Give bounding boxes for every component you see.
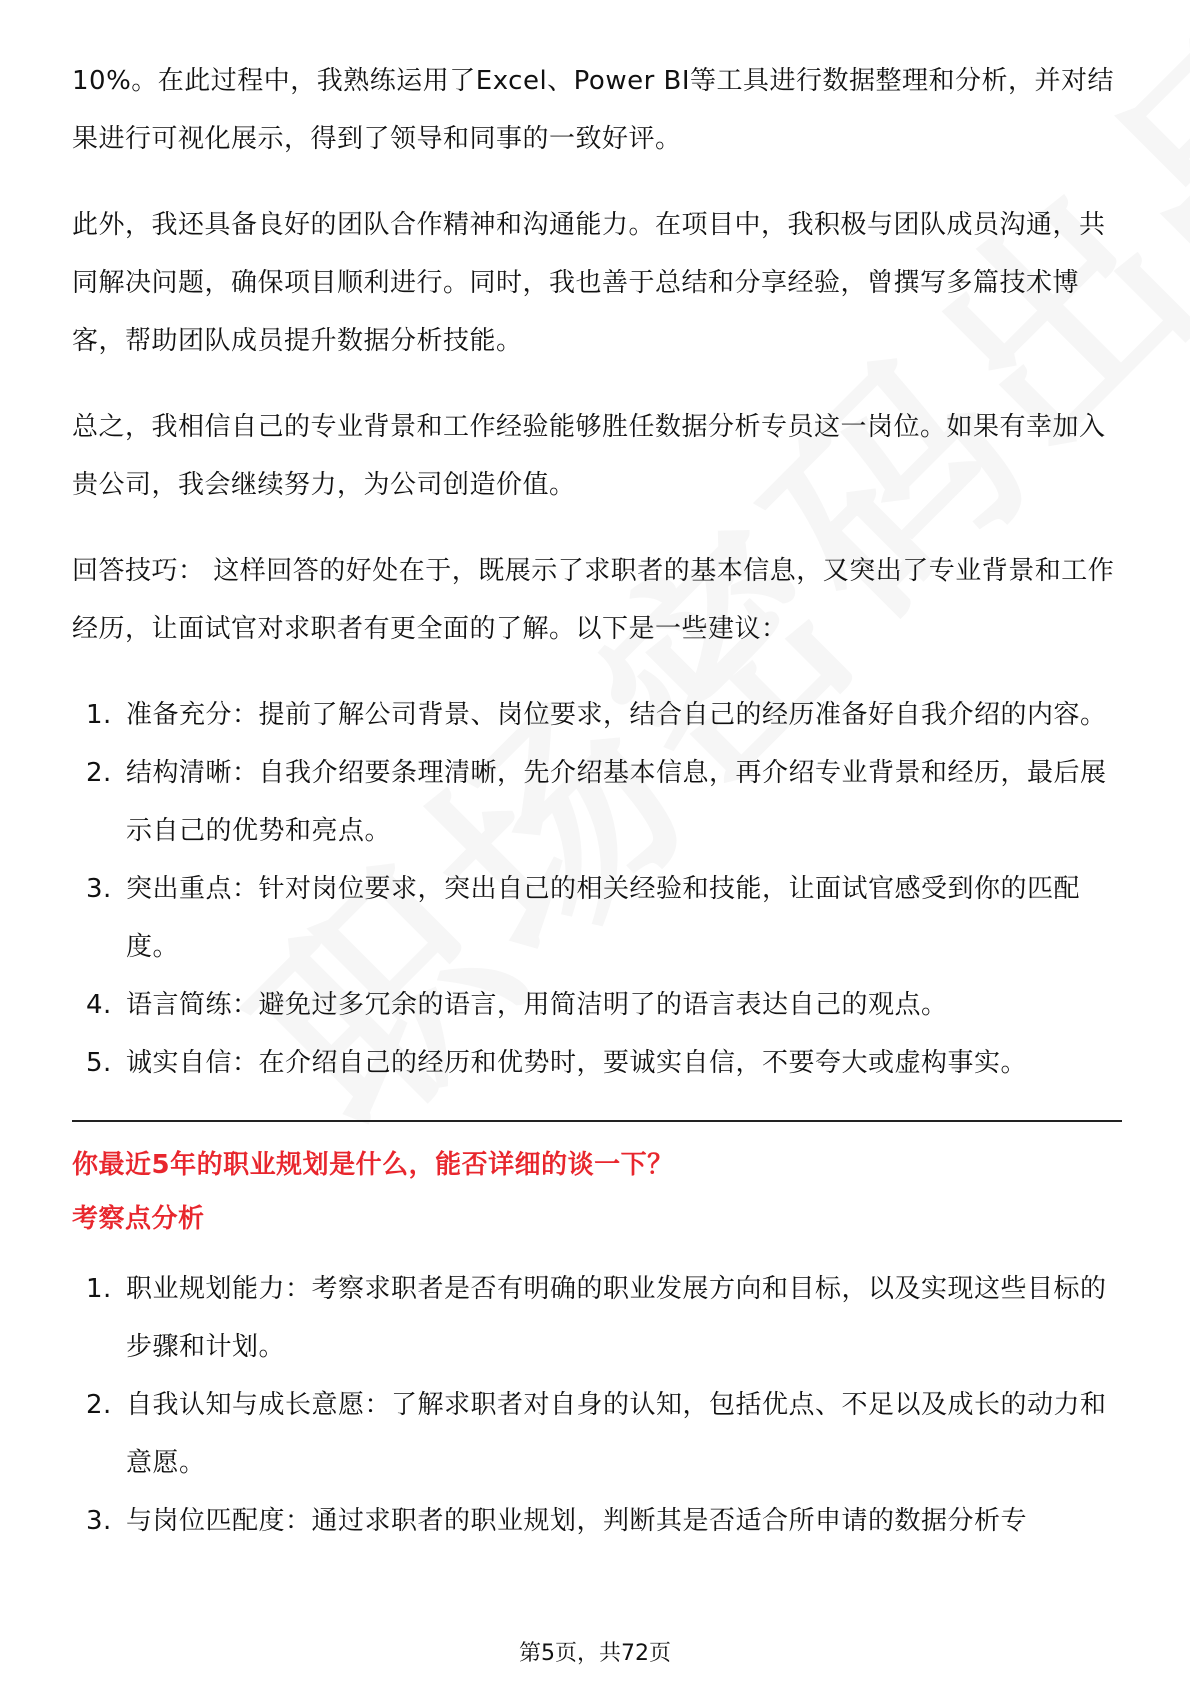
section-divider [72,1120,1122,1122]
list-item [72,744,1122,860]
list-text: 突出重点：针对岗位要求，突出自己的相关经验和技能，让面试官感受到你的匹配度。 [126,874,1081,962]
question-heading: 你最近5年的职业规划是什么，能否详细的谈一下？ [72,1150,674,1180]
list-item [72,1492,1122,1550]
list-text: 语言简练：避免过多冗余的语言，用简洁明了的语言表达自己的观点。 [126,990,948,1020]
paragraph-2: 此外，我还具备良好的团队合作精神和沟通能力。在项目中，我积极与团队成员沟通，共同解决问题，确保项目顺利进行。同时，我也善于总结和分享经验，曾撰写多篇技术博客，帮助团队成员提升数据分析技能。 [72,210,1106,356]
list-number: 1. [86,1274,112,1304]
tips-list [72,686,1122,1092]
list-item [72,686,1122,744]
list-number: 2. [86,758,112,788]
list-number: 1. [86,700,112,730]
list-item [72,1376,1122,1492]
list-text: 与岗位匹配度：通过求职者的职业规划，判断其是否适合所申请的数据分析专 [126,1506,1028,1536]
list-item [72,976,1122,1034]
list-text: 自我认知与成长意愿：了解求职者对自身的认知，包括优点、不足以及成长的动力和意愿。 [126,1390,1107,1478]
list-item [72,1034,1122,1092]
list-text: 职业规划能力：考察求职者是否有明确的职业发展方向和目标，以及实现这些目标的步骤和计划。 [126,1274,1107,1362]
list-number: 3. [86,1506,112,1536]
list-number: 2. [86,1390,112,1420]
list-text: 诚实自信：在介绍自己的经历和优势时，要诚实自信，不要夸大或虚构事实。 [126,1048,1028,1078]
paragraph-answer-tips: 回答技巧： 这样回答的好处在于，既展示了求职者的基本信息，又突出了专业背景和工作经历，让面试官对求职者有更全面的了解。以下是一些建议： [72,556,1115,644]
list-item [72,1260,1122,1376]
analysis-points-list [72,1260,1122,1550]
paragraph-1: 10%。在此过程中，我熟练运用了Excel、Power BI等工具进行数据整理和分析，并对结果进行可视化展示，得到了领导和同事的一致好评。 [72,66,1115,154]
list-item [72,860,1122,976]
paragraph-3: 总之，我相信自己的专业背景和工作经验能够胜任数据分析专员这一岗位。如果有幸加入贵公司，我会继续努力，为公司创造价值。 [72,412,1106,500]
page-footer: 第5页，共72页 [519,1641,671,1666]
list-number: 5. [86,1048,112,1078]
list-number: 3. [86,874,112,904]
list-text: 准备充分：提前了解公司背景、岗位要求，结合自己的经历准备好自我介绍的内容。 [126,700,1107,730]
list-number: 4. [86,990,112,1020]
list-text: 结构清晰：自我介绍要条理清晰，先介绍基本信息，再介绍专业背景和经历，最后展示自己的优势和亮点。 [126,758,1107,846]
document-page [72,52,1122,1550]
analysis-heading: 考察点分析 [72,1204,205,1234]
